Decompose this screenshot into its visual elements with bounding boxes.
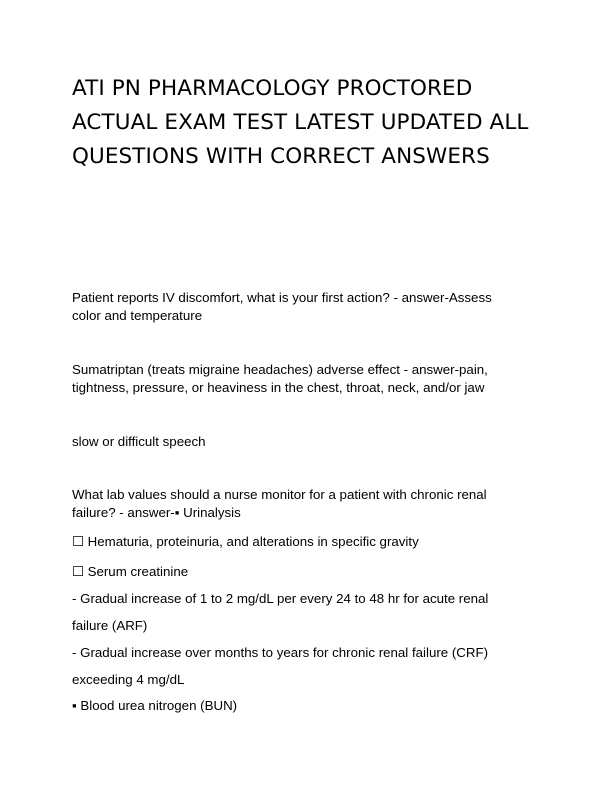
renal-item-crf-threshold: exceeding 4 mg/dL [72,672,185,687]
title-line-3: QUESTIONS WITH CORRECT ANSWERS [72,144,490,169]
renal-item-hematuria: ☐ Hematuria, proteinuria, and alterations in specific gravity [72,534,419,549]
renal-item-arf-label: failure (ARF) [72,618,148,633]
qa-slow-speech [72,433,552,451]
renal-item-arf-increase: - Gradual increase of 1 to 2 mg/dL per every 24 to 48 hr for acute renal [72,591,489,606]
qa-renal-question [72,486,552,522]
qa-sumatriptan-line-2: tightness, pressure, or heaviness in the chest, throat, neck, and/or jaw [72,380,485,395]
qa-slow-speech-line: slow or difficult speech [72,434,206,449]
qa-iv-discomfort-line-1: Patient reports IV discomfort, what is your first action? - answer-Assess [72,290,492,305]
qa-sumatriptan [72,361,552,397]
document-title [72,72,572,174]
qa-sumatriptan-line-1: Sumatriptan (treats migraine headaches) adverse effect - answer-pain, [72,362,488,377]
qa-iv-discomfort [72,289,552,325]
qa-iv-discomfort-line-2: color and temperature [72,308,203,323]
renal-item-bun: ▪ Blood urea nitrogen (BUN) [72,698,238,713]
renal-item-serum-creatinine: ☐ Serum creatinine [72,564,189,579]
title-line-1: ATI PN PHARMACOLOGY PROCTORED [72,76,473,101]
renal-item-crf-increase: - Gradual increase over months to years for chronic renal failure (CRF) [72,645,489,660]
qa-renal-question-line-1: What lab values should a nurse monitor for a patient with chronic renal [72,487,487,502]
title-line-2: ACTUAL EXAM TEST LATEST UPDATED ALL [72,110,529,135]
qa-renal-question-line-2: failure? - answer-▪ Urinalysis [72,505,241,520]
